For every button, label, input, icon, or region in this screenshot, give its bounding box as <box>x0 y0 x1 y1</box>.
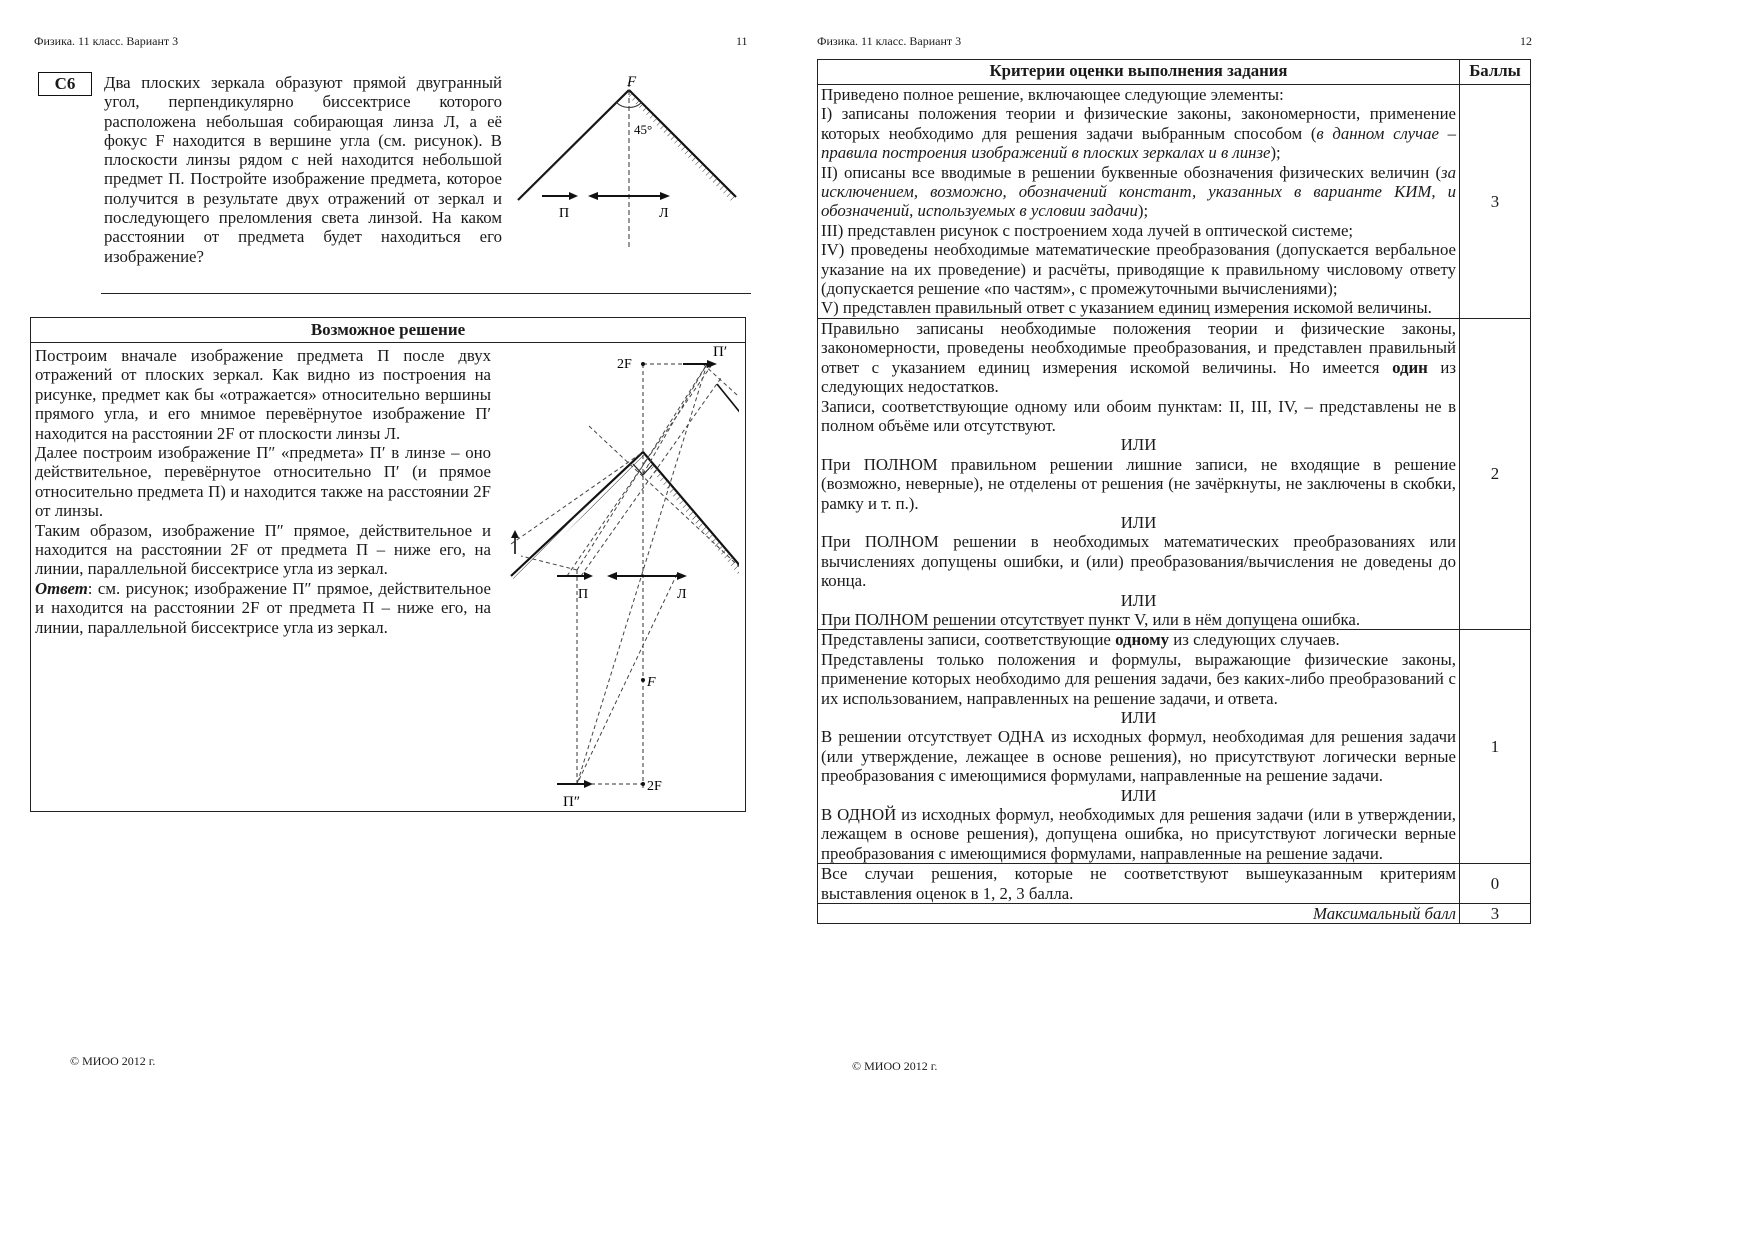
score-3: 3 <box>1460 85 1531 319</box>
criteria-item-iv: IV) проведены необходимые математические преобразования (допускается вербальное указание на их проведение) и расчёты, приводящие к правильному числовому ответу (допускается решение «по частям», с промежуточными вычислениями); <box>821 240 1456 299</box>
answer-label: Ответ <box>35 578 88 598</box>
criteria-text: Правильно записаны необходимые положения теории и физические законы, закономерности, проведены необходимые преобразования, и представлен правильный ответ с указанием единиц измерения искомой величины. Но имеется один из следующих недостатков. <box>821 318 1456 397</box>
col-score: Баллы <box>1460 60 1531 85</box>
solution-box <box>30 317 746 812</box>
label-object: П <box>578 587 589 602</box>
page-number: 12 <box>1520 34 1532 48</box>
table-header-row <box>818 60 1531 85</box>
criteria-text: Записи, соответствующие одному или обоим пунктам: II, III, IV, – представлены не в полном объёме или отсутствуют. <box>821 396 1456 435</box>
object-arrow <box>542 192 578 200</box>
score-0: 0 <box>1460 864 1531 904</box>
criteria-text: При ПОЛНОМ решении отсутствует пункт V, или в нём допущена ошибка. <box>821 609 1361 629</box>
mirror-left <box>518 90 629 204</box>
label-image2: П″ <box>563 794 581 810</box>
table-row-0 <box>818 864 1531 904</box>
task-text: Два плоских зеркала образуют прямой двугранный угол, перпендикулярно биссектрисе которого расположена небольшая собирающая линза Л, а её фокус F находится в вершине угла (см. рисунок). В плоскости линзы рядом с ней находится небольшой предмет П. Постройте изображение предмета, которое получится в результате двух отражений от зеркал и последующего преломления света линзой. На каком расстоянии от предмета будет находиться его изображение? <box>104 73 502 266</box>
table-row-2 <box>818 318 1531 630</box>
or-separator: ИЛИ <box>1120 785 1157 805</box>
or-separator: ИЛИ <box>1120 435 1157 455</box>
left-page <box>0 0 784 1108</box>
task-figure <box>512 72 748 254</box>
criteria-text: Все случаи решения, которые не соответствуют вышеуказанным критериям выставления оценок в 1, 2, 3 балла. <box>821 864 1456 903</box>
criteria-text: Представлены только положения и формулы, выражающие физические законы, применение которых необходимо для решения задачи, без каких-либо преобразований с их использованием, направленных на решение задачи, и ответа. <box>821 649 1456 708</box>
mirror-right <box>629 90 736 202</box>
right-page <box>784 0 1568 1108</box>
label-angle: 45° <box>634 122 653 137</box>
criteria-2 <box>818 318 1460 630</box>
label-focus: F <box>627 74 637 90</box>
task-label: C6 <box>38 72 92 96</box>
label-image1: П′ <box>713 344 728 360</box>
solution-paragraph-1: Построим вначале изображение предмета П после двух отражений от плоских зеркал. Как видно из построения на рисунке, предмет как бы «отражается» относительно вершины прямого угла, и его мнимое перевёрнутое изображение П′ находится на расстоянии 2F от плоскости линзы Л. <box>35 346 491 443</box>
criteria-table <box>817 59 1531 924</box>
label-focus: F <box>647 675 656 690</box>
criteria-text: Представлены записи, соответствующие одному из следующих случаев. <box>821 630 1340 650</box>
mirror-right <box>643 452 739 579</box>
max-score-value: 3 <box>1460 904 1531 924</box>
solution-paragraph-3: Таким образом, изображение П″ прямое, действительное и находится на расстоянии 2F от предмета П – ниже его, на линии, параллельной биссектрисе угла из зеркал. <box>35 520 491 579</box>
lens <box>607 572 687 580</box>
solution-title: Возможное решение <box>31 318 745 343</box>
criteria-text: В решении отсутствует ОДНА из исходных формул, необходимая для решения задачи (или утверждение, лежащее в основе решения), но присутствуют логически верные преобразования с имеющимися формулами, направленные на решение задачи. <box>821 727 1456 786</box>
page-footer: © МИОО 2012 г. <box>70 1054 156 1068</box>
label-object: П <box>559 206 570 221</box>
criteria-3 <box>818 85 1460 319</box>
answer-text: : см. рисунок; изображение П″ прямое, действительное и находится на расстоянии 2F от предмета П – ниже его, на линии, параллельной биссектрисе угла из зеркал. <box>35 578 491 637</box>
criteria-0 <box>818 864 1460 904</box>
table-row-3 <box>818 85 1531 319</box>
label-lens: Л <box>659 206 669 221</box>
solution-paragraph-2: Далее построим изображение П″ «предмета» П′ в линзе – оно действительное, перевёрнутое относительно П′ (и прямое относительно предмета П) и находится также на расстоянии 2F от линзы. <box>35 443 491 521</box>
solution-text <box>35 346 491 637</box>
criteria-item-iii: III) представлен рисунок с построением хода лучей в оптической системе; <box>821 220 1354 240</box>
criteria-item-ii: II) описаны все вводимые в решении буквенные обозначения физических величин (за исключением, возможно, обозначений констант, указанных в варианте КИМ, и обозначений, используемых в условии задачи); <box>821 162 1456 221</box>
or-separator: ИЛИ <box>1120 708 1157 727</box>
solution-figure <box>507 344 739 810</box>
construction-rays <box>511 364 739 784</box>
criteria-text: При ПОЛНОМ правильном решении лишние записи, не входящие в решение (возможно, неверные), не отделены от решения (не зачёркнуты, не заключены в скобки, рамку и т. п.). <box>821 454 1456 513</box>
image2-arrow <box>557 780 593 788</box>
criteria-1 <box>818 630 1460 864</box>
criteria-text: Приведено полное решение, включающее следующие элементы: <box>821 85 1284 104</box>
criteria-text: В ОДНОЙ из исходных формул, необходимых для решения задачи (или в утверждении, лежащем в основе решения), допущена ошибка, но присутствуют логически верные преобразования с имеющимися формулами, направленные на решение задачи. <box>821 805 1456 863</box>
image1-arrow <box>683 360 717 368</box>
page-number: 11 <box>736 34 748 48</box>
table-row-1 <box>818 630 1531 864</box>
criteria-text: При ПОЛНОМ решении в необходимых математических преобразованиях или вычислениях допущены ошибки, и (или) преобразования/вычисления не доведены до конца. <box>821 532 1456 591</box>
task-divider <box>101 293 751 294</box>
label-2f-bottom: 2F <box>647 779 662 794</box>
label-lens: Л <box>677 587 687 602</box>
criteria-item-v: V) представлен правильный ответ с указанием единиц измерения искомой величины. <box>821 298 1432 318</box>
or-separator: ИЛИ <box>1120 512 1157 532</box>
page-header: Физика. 11 класс. Вариант 3 <box>34 34 179 48</box>
page-header: Физика. 11 класс. Вариант 3 <box>817 34 962 48</box>
object-arrow <box>557 572 593 580</box>
solution-answer <box>35 579 491 637</box>
max-score-label: Максимальный балл <box>818 904 1460 924</box>
table-row-max <box>818 904 1531 924</box>
label-2f-top: 2F <box>617 357 632 372</box>
score-2: 2 <box>1460 318 1531 630</box>
criteria-item-i: I) записаны положения теории и физические законы, закономерности, применение которых необходимо для решения задачи выбранным способом (в данном случае – правила построения изображений в плоских зеркалах и в линзе); <box>821 104 1456 163</box>
score-1: 1 <box>1460 630 1531 864</box>
or-separator: ИЛИ <box>1120 590 1157 610</box>
page-footer: © МИОО 2012 г. <box>852 1059 938 1073</box>
col-criteria: Критерии оценки выполнения задания <box>818 60 1460 85</box>
